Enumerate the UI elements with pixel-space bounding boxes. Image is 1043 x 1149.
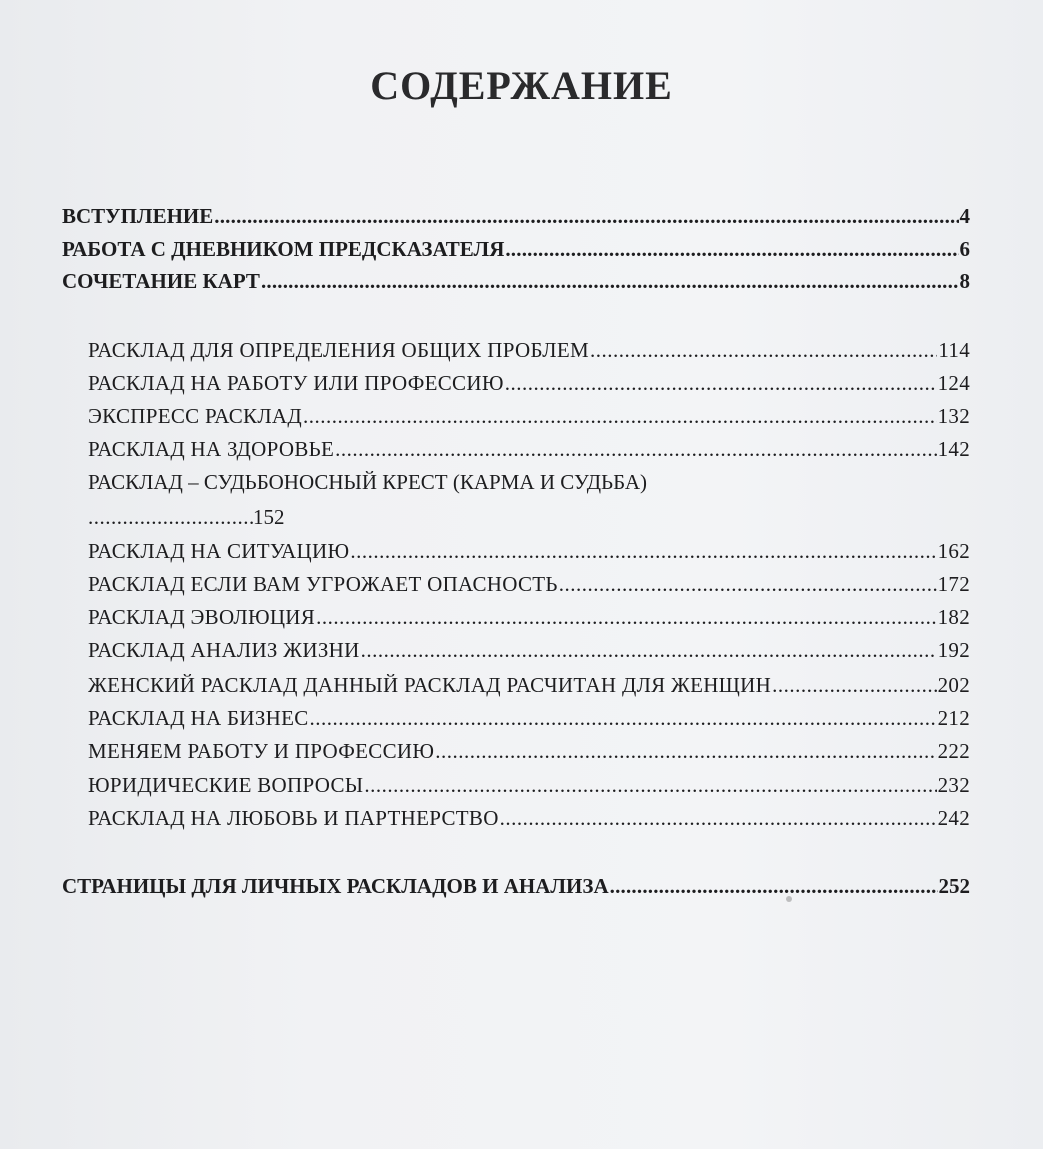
toc-entry-page: 8: [959, 269, 970, 293]
toc-entry-title: МЕНЯЕМ РАБОТУ И ПРОФЕССИЮ: [88, 739, 435, 763]
toc-entry-major: [62, 200, 970, 232]
toc-entry-continuation: [88, 501, 285, 533]
dot-leader: [505, 367, 937, 399]
toc-entry: [88, 601, 970, 633]
toc-entry-page: 114: [938, 338, 970, 362]
dot-leader: [364, 769, 936, 801]
toc-entry-page: 142: [937, 437, 970, 461]
page-title: СОДЕРЖАНИЕ: [370, 63, 673, 108]
toc-entry: [88, 634, 970, 666]
toc-entry-major: [62, 870, 970, 902]
dot-leader: [335, 433, 936, 465]
toc-entry: [88, 535, 970, 567]
toc-entry: [88, 400, 970, 432]
toc-entry-title: РАСКЛАД ЭВОЛЮЦИЯ: [88, 605, 316, 629]
toc-entry: [88, 334, 970, 366]
toc-entry-page: 242: [937, 806, 970, 830]
toc-entry-major: [62, 233, 970, 265]
toc-entry: [88, 367, 970, 399]
dot-leader: [559, 568, 937, 600]
toc-entry-page: 172: [937, 572, 970, 596]
toc-entry: [88, 568, 970, 600]
toc-entry-page: 202: [937, 673, 970, 697]
dot-leader: [214, 200, 958, 232]
dot-leader: [500, 802, 937, 834]
dot-leader: [361, 634, 937, 666]
dot-leader: [310, 702, 937, 734]
dot-leader: [316, 601, 937, 633]
dot-leader: [350, 535, 936, 567]
toc-entry-page: 182: [937, 605, 970, 629]
toc-entry-major: [62, 265, 970, 297]
toc-entry: [88, 802, 970, 834]
dot-leader: [772, 669, 937, 701]
toc-entry-title: РАСКЛАД ЕСЛИ ВАМ УГРОЖАЕТ ОПАСНОСТЬ: [88, 572, 558, 596]
toc-entry-page: 4: [959, 204, 970, 228]
toc-entry-title: РАСКЛАД НА СИТУАЦИЮ: [88, 539, 350, 563]
toc-entry-title: РАСКЛАД НА БИЗНЕС: [88, 706, 309, 730]
toc-entry: [88, 669, 970, 701]
toc-entry-title: РАСКЛАД НА ЗДОРОВЬЕ: [88, 437, 335, 461]
toc-entry: [88, 433, 970, 465]
dot-leader: [590, 334, 937, 366]
toc-entry-page: 212: [937, 706, 970, 730]
toc-entry-title: ЭКСПРЕСС РАСКЛАД: [88, 404, 302, 428]
toc-entry-title: РАСКЛАД – СУДЬБОНОСНЫЙ КРЕСТ (КАРМА И СУДЬБА): [88, 470, 648, 494]
dot-leader: [435, 735, 936, 767]
toc-entry-title: РАСКЛАД НА РАБОТУ ИЛИ ПРОФЕССИЮ: [88, 371, 504, 395]
toc-entry-page: 232: [937, 773, 970, 797]
toc-entry-title: ВСТУПЛЕНИЕ: [62, 204, 214, 228]
toc-entry-title: СТРАНИЦЫ ДЛЯ ЛИЧНЫХ РАСКЛАДОВ И АНАЛИЗА: [62, 874, 609, 898]
toc-entry: [88, 735, 970, 767]
toc-entry-title: РАСКЛАД ДЛЯ ОПРЕДЕЛЕНИЯ ОБЩИХ ПРОБЛЕМ: [88, 338, 589, 362]
toc-entry: [88, 702, 970, 734]
dot-leader: [88, 501, 253, 533]
toc-entry-page: 222: [937, 739, 970, 763]
toc-entry-page: 152: [253, 505, 285, 529]
dot-leader: [610, 870, 938, 902]
toc-entry-title: ЮРИДИЧЕСКИЕ ВОПРОСЫ: [88, 773, 364, 797]
dot-leader: [505, 233, 958, 265]
paper-smudge: [786, 896, 792, 902]
toc-entry-title: РАСКЛАД АНАЛИЗ ЖИЗНИ: [88, 638, 360, 662]
toc-entry-page: 6: [959, 237, 970, 261]
dot-leader: [303, 400, 937, 432]
toc-entry-title: СОЧЕТАНИЕ КАРТ: [62, 269, 260, 293]
toc-entry-title: РАСКЛАД НА ЛЮБОВЬ И ПАРТНЕРСТВО: [88, 806, 499, 830]
toc-entry-title: ЖЕНСКИЙ РАСКЛАД ДАННЫЙ РАСКЛАД РАСЧИТАН ДЛЯ ЖЕНЩИН: [88, 673, 772, 697]
toc-entry-page: 252: [938, 874, 970, 898]
toc-entry-title: РАБОТА С ДНЕВНИКОМ ПРЕДСКАЗАТЕЛЯ: [62, 237, 505, 261]
toc-entry-page: 162: [937, 539, 970, 563]
dot-leader: [261, 265, 959, 297]
toc-entry-page: 124: [937, 371, 970, 395]
toc-entry: [88, 769, 970, 801]
toc-entry-page: 132: [937, 404, 970, 428]
toc-entry-page: 192: [937, 638, 970, 662]
